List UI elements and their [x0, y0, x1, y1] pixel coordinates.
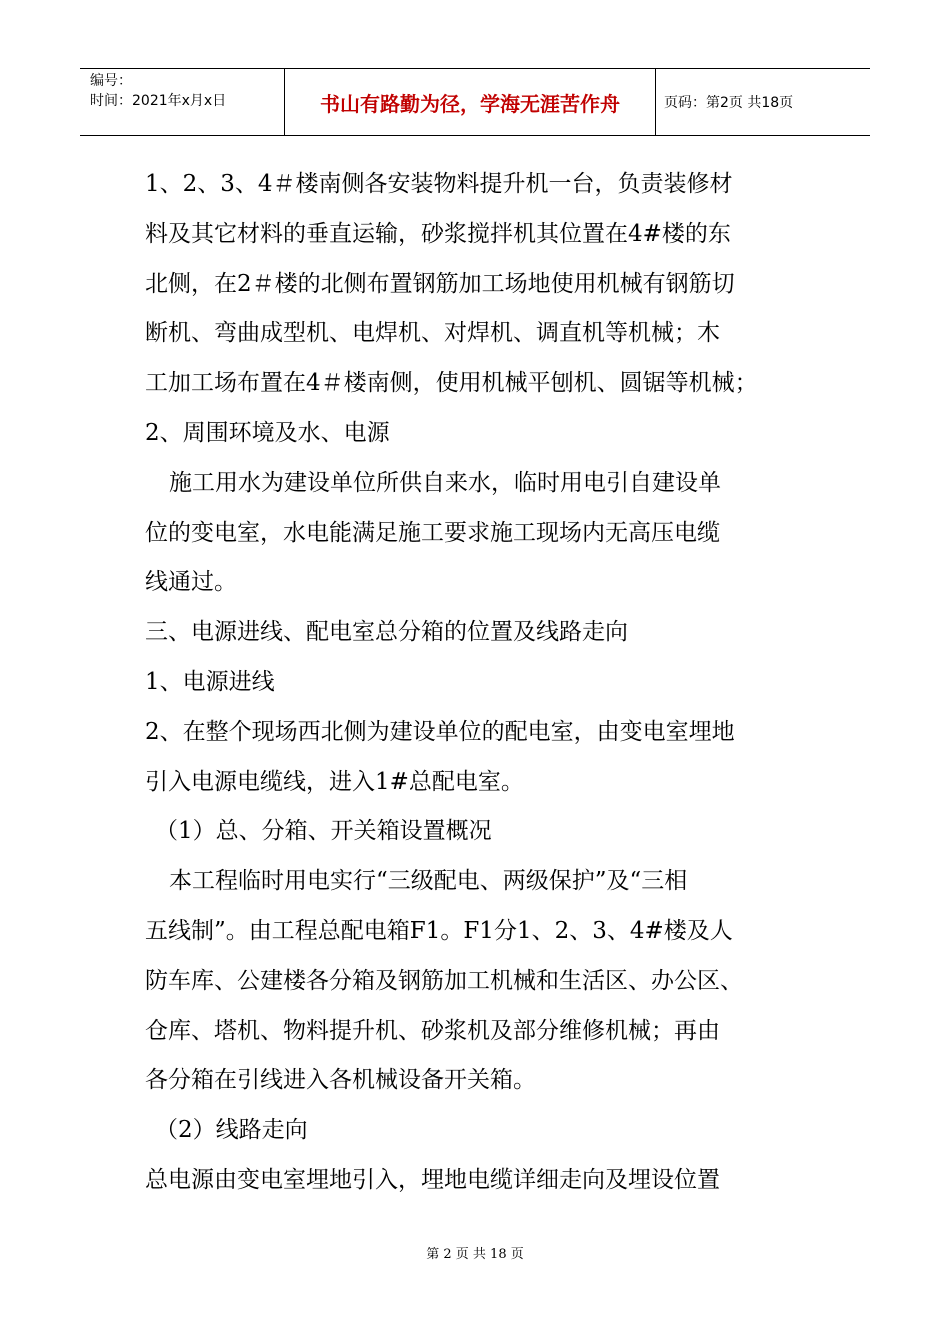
body-line: 各分箱在引线进入各机械设备开关箱。 — [145, 1067, 536, 1094]
body-line: 引入电源电缆线，进入1#总配电室。 — [145, 768, 524, 795]
document-date: 时间：2021年x月x日 — [90, 93, 227, 109]
section-heading: 1、电源进线 — [145, 668, 275, 695]
body-line: 仓库、塔机、物料提升机、砂浆机及部分维修机械；再由 — [145, 1017, 720, 1044]
subsection-heading: （1）总、分箱、开关箱设置概况 — [155, 818, 492, 845]
body-line: 本工程临时用电实行“三级配电、两级保护”及“三相 — [169, 868, 688, 895]
body-line: 线通过。 — [145, 569, 237, 596]
body-line: 五线制”。由工程总配电箱F1。F1分1、2、3、4#楼及人 — [145, 917, 733, 944]
header-page-info: 页码：第2页 共18页 — [664, 95, 794, 111]
body-line: 位的变电室，水电能满足施工要求施工现场内无高压电缆 — [145, 519, 720, 546]
document-header — [80, 68, 870, 136]
document-number-label: 编号： — [90, 73, 132, 89]
section-heading: 三、电源进线、配电室总分箱的位置及线路走向 — [145, 619, 628, 646]
body-line: 北侧，在2＃楼的北侧布置钢筋加工场地使用机械有钢筋切 — [145, 270, 735, 297]
body-line: 断机、弯曲成型机、电焊机、对焊机、调直机等机械；木 — [145, 320, 720, 347]
body-line: 2、在整个现场西北侧为建设单位的配电室，由变电室埋地 — [145, 718, 735, 745]
page-footer: 第 2 页 共 18 页 — [426, 1247, 524, 1262]
body-line: 料及其它材料的垂直运输，砂浆搅拌机其位置在4#楼的东 — [145, 220, 731, 247]
header-motto: 书山有路勤为径，学海无涯苦作舟 — [320, 91, 620, 116]
header-page-cell — [656, 69, 870, 135]
header-meta — [80, 69, 284, 135]
body-line: 1、2、3、4＃楼南侧各安装物料提升机一台，负责装修材 — [145, 171, 733, 197]
document-body — [145, 160, 835, 1206]
body-line: 工加工场布置在4＃楼南侧，使用机械平刨机、圆锯等机械； — [145, 370, 758, 397]
body-line: 防车库、公建楼各分箱及钢筋加工机械和生活区、办公区、 — [145, 967, 743, 994]
subsection-heading: （2）线路走向 — [155, 1117, 308, 1144]
body-line: 施工用水为建设单位所供自来水，临时用电引自建设单 — [169, 469, 721, 496]
section-heading: 2、周围环境及水、电源 — [145, 419, 390, 446]
header-motto-cell — [284, 69, 656, 135]
body-line: 总电源由变电室埋地引入，埋地电缆详细走向及埋设位置 — [145, 1166, 720, 1193]
